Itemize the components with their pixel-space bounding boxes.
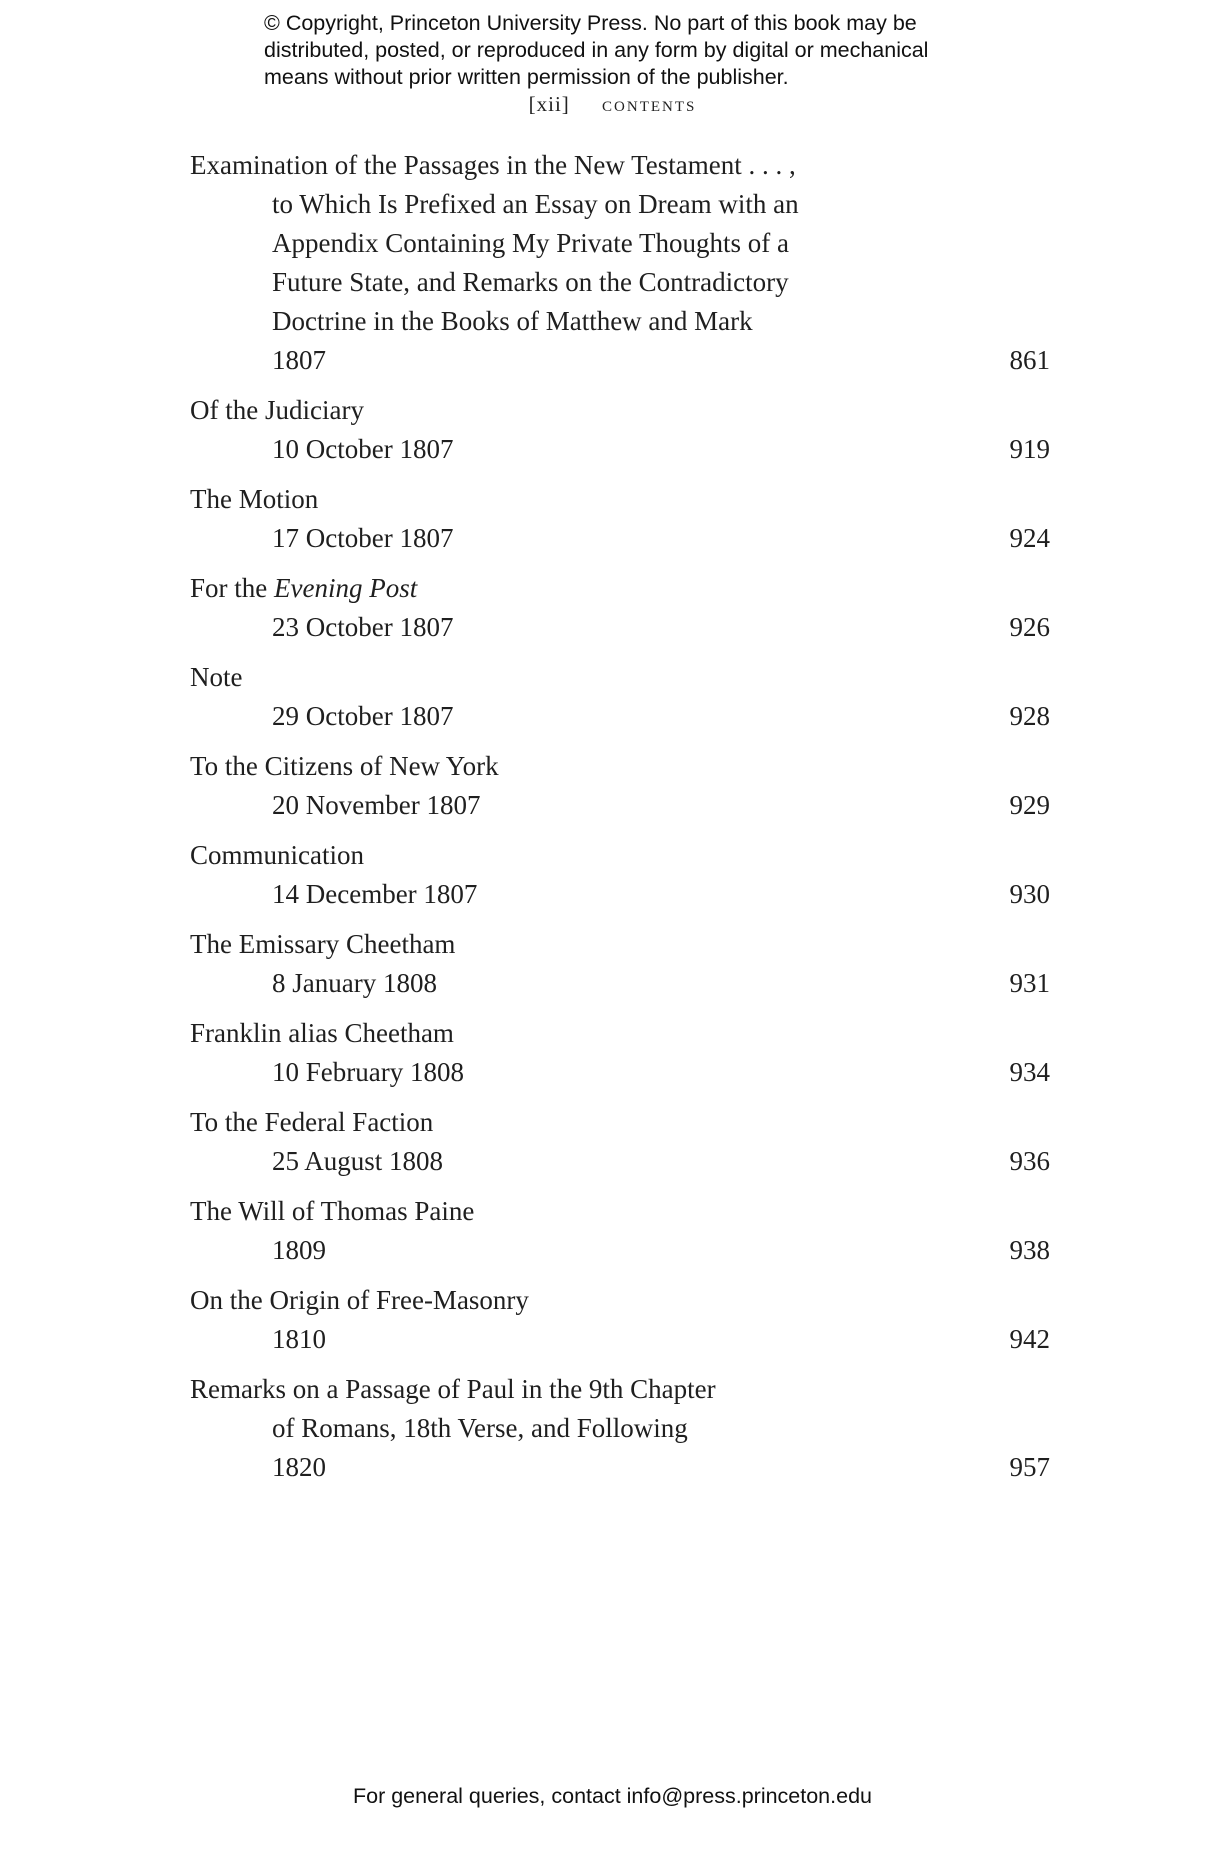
footer-contact: For general queries, contact info@press.princeton.edu bbox=[352, 1784, 872, 1808]
toc-entry-date: 14 December 1807 bbox=[272, 879, 478, 909]
toc-entry-date: 10 October 1807 bbox=[272, 434, 454, 464]
toc-entry bbox=[190, 1281, 1050, 1359]
toc-entry-page-number: 930 bbox=[1009, 879, 1050, 909]
toc-entry-title: On the Origin of Free-Masonry bbox=[190, 1285, 529, 1315]
toc-entry-page-number: 861 bbox=[1009, 345, 1050, 375]
toc-entry-title: Franklin alias Cheetham bbox=[190, 1018, 454, 1048]
toc-entry bbox=[190, 836, 1050, 914]
toc-entry-title bbox=[190, 569, 1050, 608]
toc-entry-date-row bbox=[190, 697, 1050, 736]
toc-entry-title-italic: Evening Post bbox=[274, 573, 418, 603]
running-head bbox=[0, 92, 1225, 117]
toc-entry bbox=[190, 1103, 1050, 1181]
toc-entry bbox=[190, 1192, 1050, 1270]
copyright-line-3: means without prior written permission of the publisher. bbox=[264, 65, 789, 89]
toc-entry-title: The Will of Thomas Paine bbox=[190, 1196, 475, 1226]
toc-entry bbox=[190, 480, 1050, 558]
toc-entry-page-number: 929 bbox=[1009, 790, 1050, 820]
toc-entry-page-number: 934 bbox=[1009, 1057, 1050, 1087]
toc-entry-title: To the Citizens of New York bbox=[190, 751, 499, 781]
toc-entry-title: Examination of the Passages in the New Testament . . . , bbox=[190, 150, 796, 180]
toc-entry bbox=[190, 747, 1050, 825]
toc-entry bbox=[190, 391, 1050, 469]
toc-entry-date: 17 October 1807 bbox=[272, 523, 454, 553]
toc-entry-page-number: 926 bbox=[1009, 612, 1050, 642]
toc-entry bbox=[190, 1370, 1050, 1487]
toc-entry-title-prefix: For the bbox=[190, 573, 274, 603]
toc-entry-title: Communication bbox=[190, 840, 364, 870]
toc-entry-title: Future State, and Remarks on the Contradictory bbox=[272, 267, 789, 297]
toc-entry-date: 8 January 1808 bbox=[272, 968, 437, 998]
copyright-line-1: © Copyright, Princeton University Press. No part of this book may be bbox=[264, 11, 917, 35]
toc-entry-date-row bbox=[190, 1320, 1050, 1359]
toc-entry-date: 1820 bbox=[272, 1452, 326, 1482]
toc-entry bbox=[190, 925, 1050, 1003]
toc-entry-page-number: 919 bbox=[1009, 434, 1050, 464]
section-title: contents bbox=[602, 92, 697, 116]
toc-entry-date-row bbox=[190, 430, 1050, 469]
toc-entry-date-row bbox=[190, 341, 1050, 380]
toc-entry-date: 1810 bbox=[272, 1324, 326, 1354]
toc-entry-date: 25 August 1808 bbox=[272, 1146, 444, 1176]
toc-entry-title: Note bbox=[190, 662, 243, 692]
toc-entry-page-number: 931 bbox=[1009, 968, 1050, 998]
toc-entry-date-row bbox=[190, 608, 1050, 647]
toc-entry bbox=[190, 146, 1050, 380]
toc-entry-title: The Motion bbox=[190, 484, 319, 514]
toc-entry-date: 23 October 1807 bbox=[272, 612, 454, 642]
toc-entry-date: 10 February 1808 bbox=[272, 1057, 464, 1087]
toc-entry-page-number: 957 bbox=[1009, 1452, 1050, 1482]
toc-entry-date-row bbox=[190, 1142, 1050, 1181]
toc-entry-date-row bbox=[190, 964, 1050, 1003]
toc-entry-title: Remarks on a Passage of Paul in the 9th Chapter bbox=[190, 1374, 716, 1404]
copyright-notice bbox=[264, 10, 984, 91]
toc-entry-title: of Romans, 18th Verse, and Following bbox=[272, 1413, 688, 1443]
toc-entry-page-number: 936 bbox=[1009, 1146, 1050, 1176]
toc-entry-title: to Which Is Prefixed an Essay on Dream with an bbox=[272, 189, 799, 219]
toc-entry-date-row bbox=[190, 875, 1050, 914]
page-folio: [xii] bbox=[528, 92, 570, 116]
table-of-contents bbox=[190, 146, 1050, 1498]
toc-entry-title: To the Federal Faction bbox=[190, 1107, 434, 1137]
toc-entry-title: The Emissary Cheetham bbox=[190, 929, 456, 959]
toc-entry-page-number: 928 bbox=[1009, 701, 1050, 731]
toc-entry-page-number: 938 bbox=[1009, 1235, 1050, 1265]
copyright-line-2: distributed, posted, or reproduced in any form by digital or mechanical bbox=[264, 38, 929, 62]
toc-entry bbox=[190, 569, 1050, 647]
toc-entry-page-number: 942 bbox=[1009, 1324, 1050, 1354]
toc-entry-date-row bbox=[190, 786, 1050, 825]
toc-entry-page-number: 924 bbox=[1009, 523, 1050, 553]
toc-entry bbox=[190, 658, 1050, 736]
toc-entry-date-row bbox=[190, 1053, 1050, 1092]
toc-entry-title: Appendix Containing My Private Thoughts of a bbox=[272, 228, 789, 258]
toc-entry-title: Doctrine in the Books of Matthew and Mark bbox=[272, 306, 753, 336]
toc-entry-date-row bbox=[190, 519, 1050, 558]
toc-entry-date: 29 October 1807 bbox=[272, 701, 454, 731]
toc-entry-date-row bbox=[190, 1231, 1050, 1270]
toc-entry-date: 1809 bbox=[272, 1235, 326, 1265]
toc-entry-title: Of the Judiciary bbox=[190, 395, 364, 425]
toc-entry-date: 1807 bbox=[272, 345, 326, 375]
toc-entry-date: 20 November 1807 bbox=[272, 790, 481, 820]
toc-entry-date-row bbox=[190, 1448, 1050, 1487]
toc-entry bbox=[190, 1014, 1050, 1092]
